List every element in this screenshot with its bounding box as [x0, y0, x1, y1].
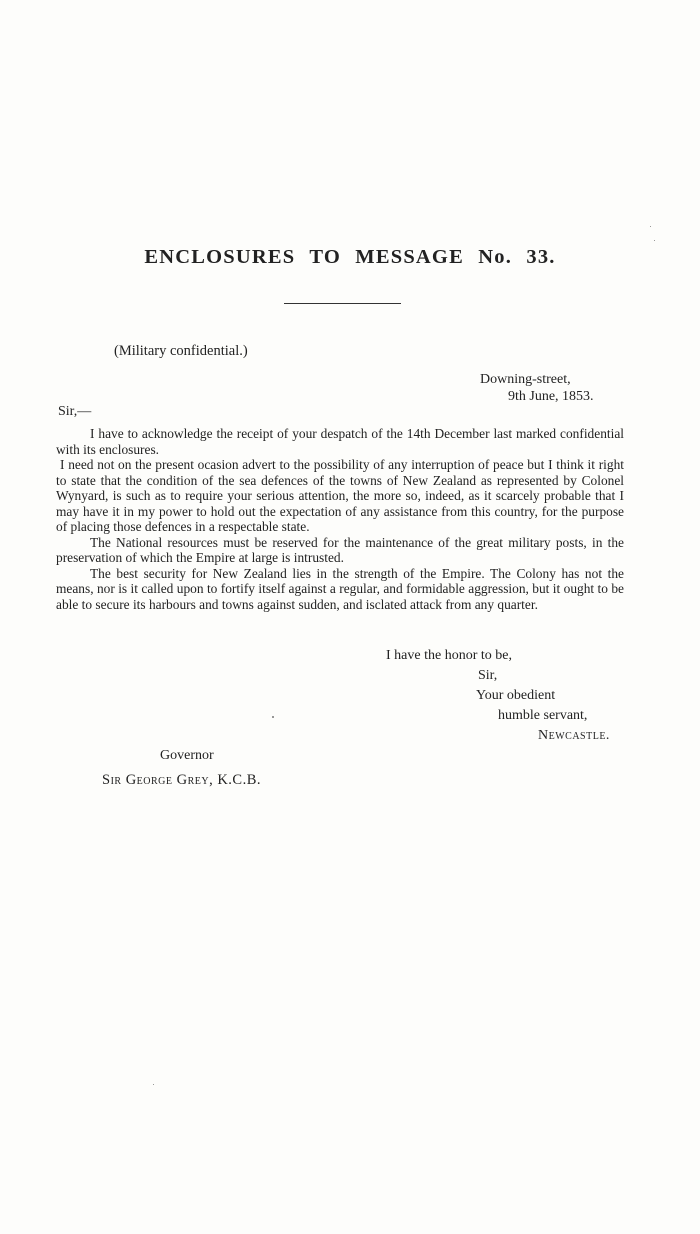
ink-speck [153, 1084, 154, 1085]
letter-place: Downing-street, [480, 372, 571, 387]
signature: Newcastle. [538, 728, 610, 743]
closing-line-1: I have the honor to be, [386, 648, 512, 663]
heading-divider [284, 303, 401, 304]
ink-speck [272, 716, 274, 718]
ink-speck [654, 240, 655, 241]
paragraph-1: I have to acknowledge the receipt of your despatch of the 14th December last marked confidential with its enclosures. [56, 426, 624, 457]
letter-dateline [480, 371, 594, 405]
letter-date: 9th June, 1853. [508, 389, 594, 404]
addressee-name: Sir George Grey, K.C.B. [102, 772, 262, 788]
paragraph-4: The best security for New Zealand lies in the strength of the Empire. The Colony has not the means, nor is it called upon to fortify itself against a regular, and formidable aggression, but it ought to be able to secure its harbours and towns against sudden, and isclated attack from any quarter. [56, 565, 624, 612]
page-heading: ENCLOSURES TO MESSAGE No. 33. [144, 246, 556, 268]
ink-speck [650, 226, 651, 227]
salutation: Sir,— [58, 404, 92, 419]
letter-body [56, 426, 624, 612]
addressee-role: Governor [160, 748, 214, 763]
confidential-marking: (Military confidential.) [114, 343, 248, 359]
closing-line-3: Your obedient [476, 688, 556, 703]
closing-line-4: humble servant, [498, 708, 588, 723]
paragraph-3: The National resources must be reserved for the maintenance of the great military posts, in the preservation of which the Empire at large is intrusted. [56, 534, 624, 565]
paragraph-2: I need not on the present ocasion advert to the possibility of any interruption of peace but I think it right to state that the condition of the sea defences of the towns of New Zealand as represented by Colonel Wynyard, is such as to require your serious attention, the more so, indeed, as it scarcely probable that I may have it in my power to hold out the expectation of any assistance from this country, for the purpose of placing those defences in a respectable state. [56, 457, 624, 534]
closing-line-2: Sir, [478, 668, 498, 683]
